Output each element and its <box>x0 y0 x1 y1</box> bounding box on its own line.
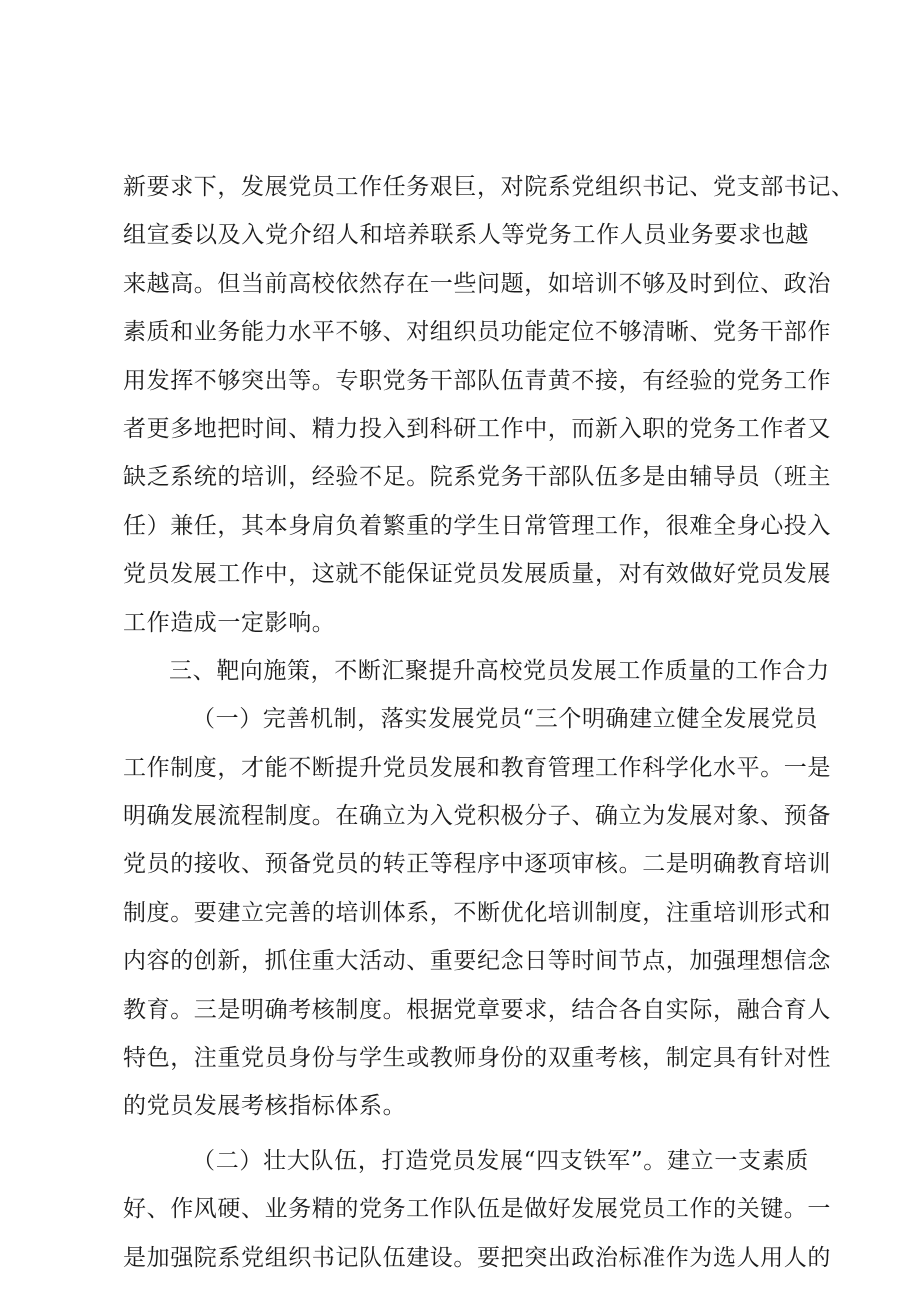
text-line: 工作造成一定影响。 <box>123 609 336 636</box>
text-line: 缺乏系统的培训，经验不足。院系党务干部队伍多是由辅导员（班主 <box>123 464 831 491</box>
text-line: 是加强院系党组织书记队伍建设。要把突出政治标准作为选人用人的 <box>123 1244 831 1271</box>
text-line: 明确发展流程制度。在确立为入党积极分子、确立为发展对象、预备 <box>123 803 831 830</box>
text-line: 任）兼任，其本身肩负着繁重的学生日常管理工作，很难全身心投入 <box>123 512 831 539</box>
text-line: 工作制度，才能不断提升党员发展和教育管理工作科学化水平。一是 <box>123 754 831 781</box>
document-body <box>123 163 855 1282</box>
text-line: 的党员发展考核指标体系。 <box>123 1093 407 1120</box>
subsection-heading-line: （一）完善机制，落实发展党员“三个明确建立健全发展党员 <box>192 706 818 733</box>
text-line: 素质和业务能力水平不够、对组织员功能定位不够清晰、党务干部作 <box>123 319 831 346</box>
text-line: 者更多地把时间、精力投入到科研工作中，而新入职的党务工作者又 <box>123 415 831 442</box>
text-line: 来越高。但当前高校依然存在一些问题，如培训不够及时到位、政治 <box>123 270 831 297</box>
subsection-heading-line: （二）壮大队伍，打造党员发展“四支铁军”。建立一支素质 <box>192 1147 809 1174</box>
text-line: 党员发展工作中，这就不能保证党员发展质量，对有效做好党员发展 <box>123 561 831 588</box>
text-line: 组宣委以及入党介绍人和培养联系人等党务工作人员业务要求也越 <box>123 222 809 249</box>
text-line: 制度。要建立完善的培训体系，不断优化培训制度，注重培训形式和 <box>123 899 831 926</box>
text-line: 教育。三是明确考核制度。根据党章要求，结合各自实际，融合育人 <box>123 996 831 1023</box>
paragraph-mechanism <box>123 695 831 1131</box>
paragraph-continuation <box>123 163 855 647</box>
text-line: 好、作风硬、业务精的党务工作队伍是做好发展党员工作的关键。一 <box>123 1196 831 1223</box>
text-line: 特色，注重党员身份与学生或教师身份的双重考核，制定具有针对性 <box>123 1045 831 1072</box>
text-line: 内容的创新，抓住重大活动、重要纪念日等时间节点，加强理想信念 <box>123 948 831 975</box>
paragraph-team <box>123 1137 831 1282</box>
text-line: 党员的接收、预备党员的转正等程序中逐项审核。二是明确教育培训 <box>123 851 831 878</box>
text-line: 用发挥不够突出等。专职党务干部队伍青黄不接，有经验的党务工作 <box>123 367 831 394</box>
section-heading: 三、靶向施策，不断汇聚提升高校党员发展工作质量的工作合力 <box>169 657 830 684</box>
text-line: 新要求下，发展党员工作任务艰巨，对院系党组织书记、党支部书记、 <box>123 174 855 200</box>
